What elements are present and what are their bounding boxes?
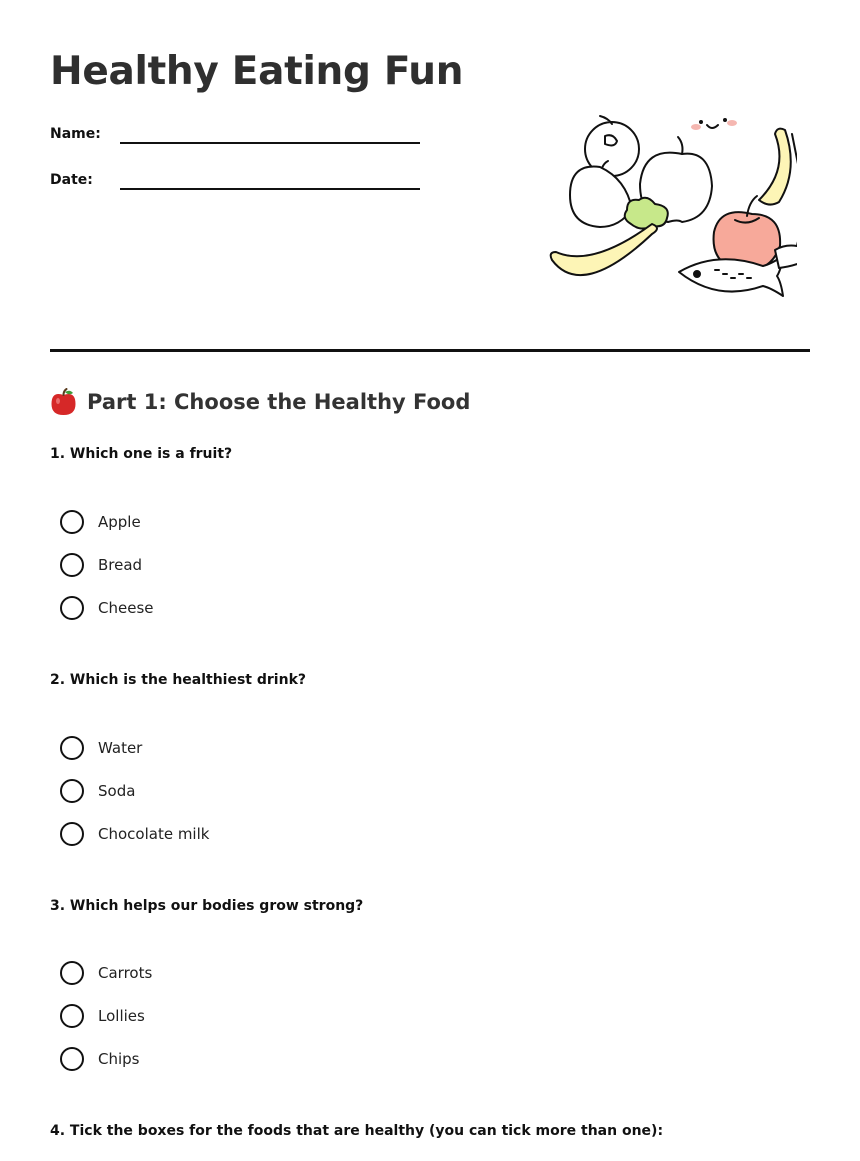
- q3-option-carrots[interactable]: [60, 960, 360, 986]
- q1-option-cheese[interactable]: [60, 595, 360, 621]
- name-label: Name:: [50, 126, 101, 142]
- q1-option-apple[interactable]: [60, 509, 360, 535]
- worksheet-page: [50, 0, 810, 1161]
- date-label: Date:: [50, 172, 93, 188]
- option-label: Cheese: [98, 599, 154, 617]
- question-1: 1. Which one is a fruit?: [50, 446, 233, 462]
- option-label: Lollies: [98, 1007, 145, 1025]
- option-label: Apple: [98, 513, 141, 531]
- radio-button[interactable]: [60, 779, 84, 803]
- option-label: Soda: [98, 782, 136, 800]
- option-label: Chips: [98, 1050, 140, 1068]
- apple-icon: [50, 388, 77, 416]
- question-3: 3. Which helps our bodies grow strong?: [50, 898, 364, 914]
- part1-title: [50, 388, 470, 416]
- q3-option-chips[interactable]: [60, 1046, 360, 1072]
- part1-title-text: Part 1: Choose the Healthy Food: [87, 390, 471, 414]
- q3-option-lollies[interactable]: [60, 1003, 360, 1029]
- radio-button[interactable]: [60, 822, 84, 846]
- option-label: Water: [98, 739, 143, 757]
- q2-option-chocolate-milk[interactable]: [60, 821, 360, 847]
- option-label: Bread: [98, 556, 143, 574]
- radio-button[interactable]: [60, 596, 84, 620]
- radio-button[interactable]: [60, 553, 84, 577]
- q2-option-water[interactable]: [60, 735, 360, 761]
- q1-option-bread[interactable]: [60, 552, 360, 578]
- q2-option-soda[interactable]: [60, 778, 360, 804]
- name-input-line[interactable]: [120, 142, 420, 144]
- date-input-line[interactable]: [120, 188, 420, 190]
- radio-button[interactable]: [60, 961, 84, 985]
- radio-button[interactable]: [60, 736, 84, 760]
- option-label: Carrots: [98, 964, 153, 982]
- radio-button[interactable]: [60, 1047, 84, 1071]
- date-field[interactable]: [50, 164, 430, 194]
- question-4: 4. Tick the boxes for the foods that are healthy (you can tick more than one):: [50, 1123, 664, 1139]
- option-label: Chocolate milk: [98, 825, 210, 843]
- radio-button[interactable]: [60, 1004, 84, 1028]
- healthy-food-illustration: [547, 112, 797, 297]
- worksheet-title: Healthy Eating Fun: [50, 49, 464, 94]
- radio-button[interactable]: [60, 510, 84, 534]
- header-divider: [50, 349, 810, 352]
- name-field[interactable]: [50, 118, 430, 148]
- question-2: 2. Which is the healthiest drink?: [50, 672, 306, 688]
